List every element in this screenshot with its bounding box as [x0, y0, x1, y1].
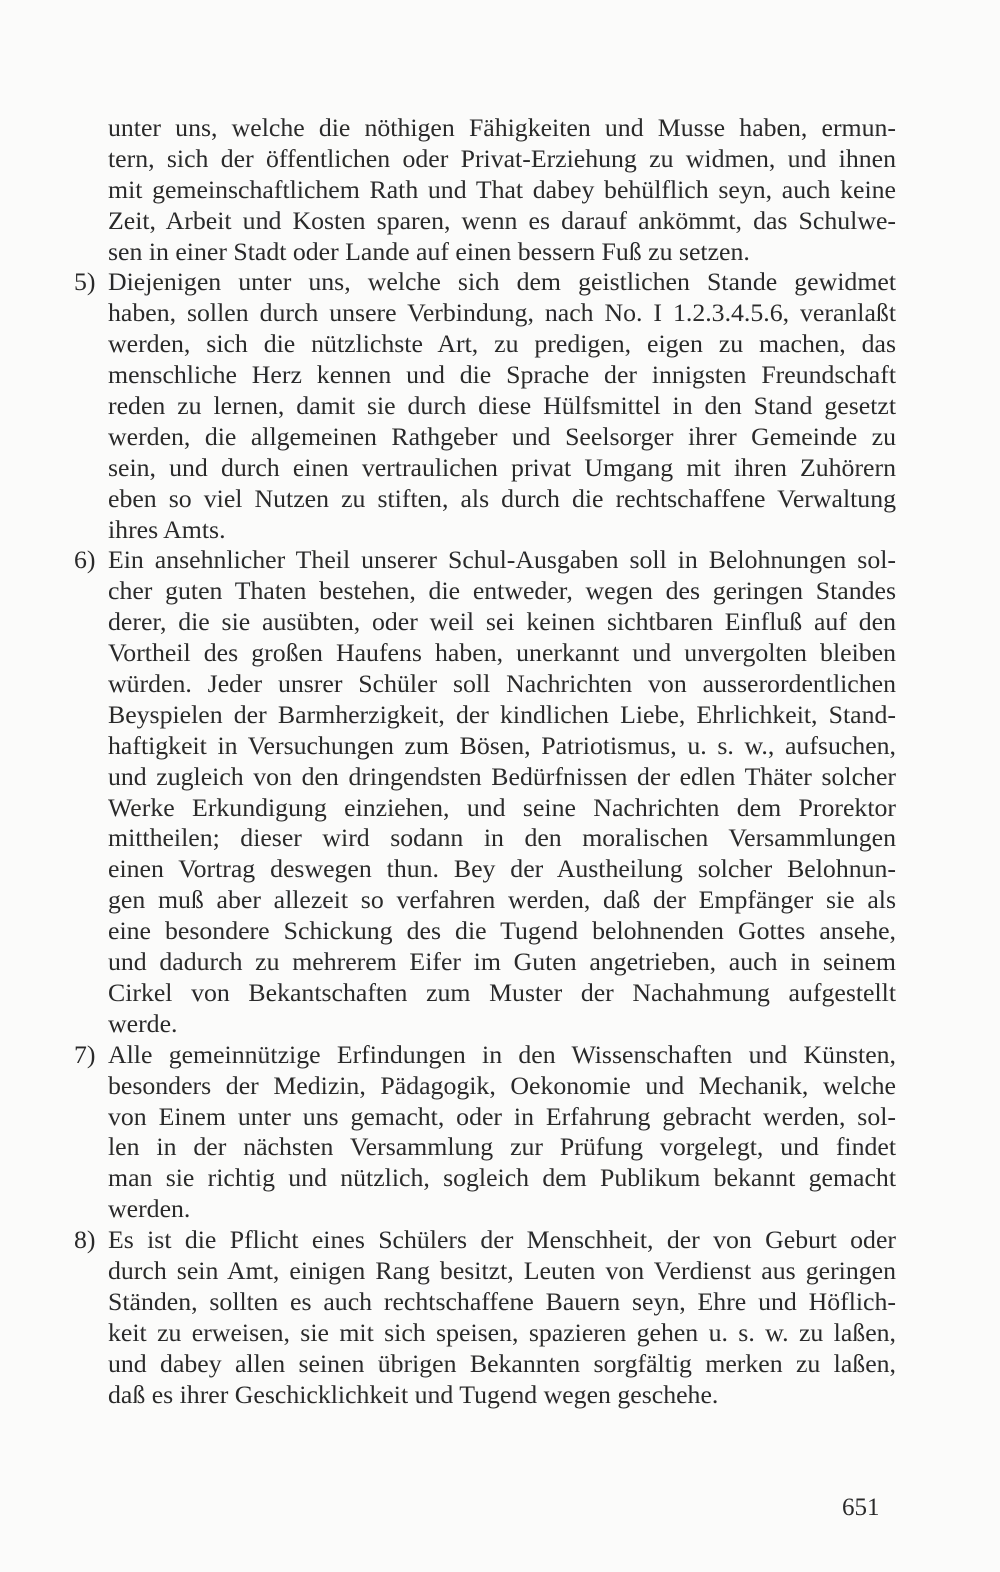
text-line: Vortheil des großen Haufens haben, unerkannt und unvergolten bleiben — [108, 638, 896, 668]
text-line: menschliche Herz kennen und die Sprache der innigsten Freundschaft — [108, 360, 896, 390]
text-line: Zeit, Arbeit und Kosten sparen, wenn es darauf ankömmt, das Schulwe- — [108, 205, 896, 235]
text-line: werden, sich die nützlichste Art, zu predigen, eigen zu machen, das — [108, 329, 896, 359]
text-line: sen in einer Stadt oder Lande auf einen bessern Fuß zu setzen. — [108, 236, 750, 266]
text-line: werde. — [108, 1008, 178, 1038]
list-item-5 — [74, 267, 896, 545]
text-line: werden. — [108, 1194, 191, 1224]
text-line: Cirkel von Bekantschaften zum Muster der Nachahmung aufgestellt — [108, 977, 896, 1007]
page-number: 651 — [842, 1494, 880, 1521]
text-line: Beyspielen der Barmherzigkeit, der kindlichen Liebe, Ehrlichkeit, Stand- — [108, 699, 896, 729]
text-line: besonders der Medizin, Pädagogik, Oekonomie und Mechanik, welche — [108, 1070, 896, 1100]
text-line: Es ist die Pflicht eines Schülers der Menschheit, der von Geburt oder — [108, 1225, 896, 1255]
item-number: 6) — [74, 545, 96, 575]
text-line: sein, und durch einen vertraulichen privat Umgang mit ihren Zuhörern — [108, 452, 896, 482]
text-line: Diejenigen unter uns, welche sich dem geistlichen Stande gewidmet — [108, 267, 896, 297]
text-line: Alle gemeinnützige Erfindungen in den Wissenschaften und Künsten, — [108, 1039, 896, 1069]
text-line: ihres Amts. — [108, 514, 226, 544]
text-line: und zugleich von den dringendsten Bedürfnissen der edlen Thäter solcher — [108, 761, 896, 791]
text-line: würden. Jeder unsrer Schüler soll Nachrichten von ausserordentlichen — [108, 669, 896, 699]
text-line: haben, sollen durch unsere Verbindung, nach No. I 1.2.3.4.5.6, veranlaßt — [108, 298, 896, 328]
text-line: reden zu lernen, damit sie durch diese Hülfsmittel in den Stand gesetzt — [108, 391, 896, 421]
text-line: einen Vortrag deswegen thun. Bey der Austheilung solcher Belohnun- — [108, 854, 896, 884]
text-line: daß es ihrer Geschicklichkeit und Tugend wegen geschehe. — [108, 1379, 719, 1409]
item-number: 7) — [74, 1039, 96, 1069]
text-line: mittheilen; dieser wird sodann in den moralischen Versammlungen — [108, 823, 896, 853]
text-line: durch sein Amt, einigen Rang besitzt, Leuten von Verdienst aus geringen — [108, 1255, 896, 1285]
item-number: 5) — [74, 267, 96, 297]
text-line: cher guten Thaten bestehen, die entweder, wegen des geringen Standes — [108, 576, 896, 606]
text-line: Werke Erkundigung einziehen, und seine Nachrichten dem Prorektor — [108, 792, 896, 822]
body-text — [74, 113, 896, 1410]
text-line: und dabey allen seinen übrigen Bekannten sorgfältig merken zu laßen, — [108, 1348, 896, 1378]
text-line: haftigkeit in Versuchungen zum Bösen, Patriotismus, u. s. w., aufsuchen, — [108, 730, 896, 760]
intro-paragraph — [108, 113, 896, 267]
text-line: von Einem unter uns gemacht, oder in Erfahrung gebracht werden, sol- — [108, 1101, 896, 1131]
list-item-7 — [74, 1039, 896, 1225]
text-line: eine besondere Schickung des die Tugend belohnenden Gottes ansehe, — [108, 916, 896, 946]
list-item-8 — [74, 1225, 896, 1410]
text-line: Ständen, sollten es auch rechtschaffene Bauern seyn, Ehre und Höflich- — [108, 1286, 896, 1316]
text-line: eben so viel Nutzen zu stiften, als durch die rechtschaffene Verwaltung — [108, 483, 896, 513]
list-item-6 — [74, 545, 896, 1039]
text-line: keit zu erweisen, sie mit sich speisen, spazieren gehen u. s. w. zu laßen, — [108, 1317, 896, 1347]
text-line: werden, die allgemeinen Rathgeber und Seelsorger ihrer Gemeinde zu — [108, 421, 896, 451]
text-line: gen muß aber allezeit so verfahren werden, daß der Empfänger sie als — [108, 885, 896, 915]
text-line: man sie richtig und nützlich, sogleich dem Publikum bekannt gemacht — [108, 1163, 896, 1193]
text-line: mit gemeinschaftlichem Rath und That dabey behülflich seyn, auch keine — [108, 174, 896, 204]
text-line: Ein ansehnlicher Theil unserer Schul-Ausgaben soll in Belohnungen sol- — [108, 545, 896, 575]
text-line: tern, sich der öffentlichen oder Privat-Erziehung zu widmen, und ihnen — [108, 143, 896, 173]
text-line: len in der nächsten Versammlung zur Prüfung vorgelegt, und findet — [108, 1132, 896, 1162]
text-line: unter uns, welche die nöthigen Fähigkeiten und Musse haben, ermun- — [108, 113, 896, 142]
text-line: derer, die sie ausübten, oder weil sei keinen sichtbaren Einfluß auf den — [108, 607, 896, 637]
text-line: und dadurch zu mehrerem Eifer im Guten angetrieben, auch in seinem — [108, 947, 896, 977]
item-number: 8) — [74, 1225, 96, 1255]
